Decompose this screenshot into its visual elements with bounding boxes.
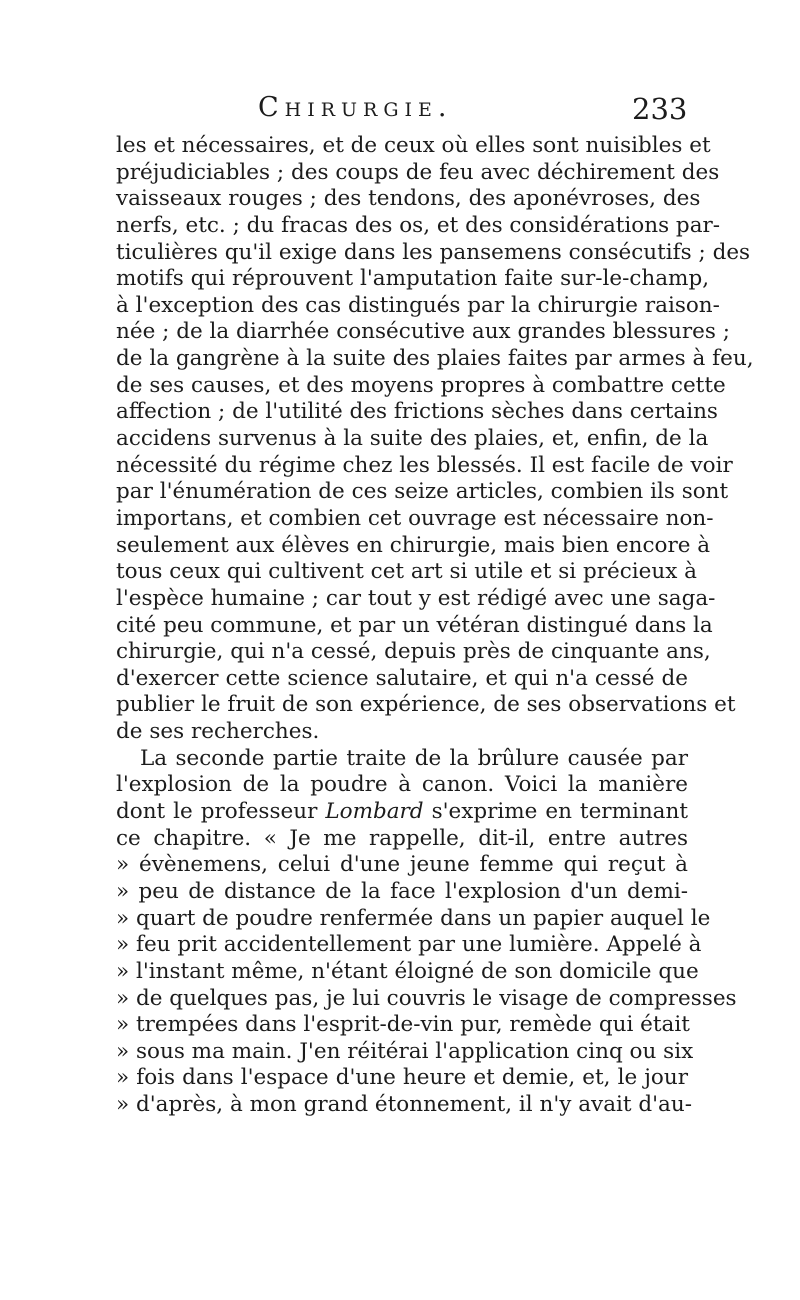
text-line: d'exercer cette science salutaire, et qui n'a cessé de	[116, 665, 688, 691]
page-number: 233	[632, 92, 688, 126]
line-prefix: dont le professeur	[116, 799, 326, 825]
quote-line: » feu prit accidentellement par une lumière. Appelé à	[116, 932, 702, 958]
author-name: Lombard	[325, 799, 424, 825]
text-line: de la gangrène à la suite des plaies faites par armes à feu,	[116, 346, 754, 372]
quote-line: » évènemens, celui d'une jeune femme qui reçut à	[116, 852, 688, 878]
text-line: ticulières qu'il exige dans les pansemens consécutifs ; des	[116, 239, 751, 265]
text-line: à l'exception des cas distingués par la chirurgie raison-	[116, 292, 720, 318]
text-line-with-author	[116, 799, 688, 826]
text-line: seulement aux élèves en chirurgie, mais bien encore à	[116, 532, 711, 558]
text-line: ce chapitre. « Je me rappelle, dit-il, entre autres	[116, 825, 688, 851]
text-line: tous ceux qui cultivent cet art si utile et si précieux à	[116, 559, 697, 585]
paragraph-end-line: de ses recherches.	[116, 719, 320, 745]
text-line: par l'énumération de ces seize articles, combien ils sont	[116, 479, 729, 505]
quote-line: » trempées dans l'esprit-de-vin pur, remède qui était	[116, 1012, 690, 1038]
quote-line: » l'instant même, n'étant éloigné de son domicile que	[116, 958, 699, 984]
text-line: de ses causes, et des moyens propres à combattre cette	[116, 372, 726, 398]
quote-line: » peu de distance de la face l'explosion d'un demi-	[116, 878, 688, 904]
text-line: les et nécessaires, et de ceux où elles sont nuisibles et	[116, 133, 711, 158]
text-line: née ; de la diarrhée consécutive aux grandes blessures ;	[116, 319, 730, 345]
text-line: motifs qui réprouvent l'amputation faite sur-le-champ,	[116, 266, 710, 292]
text-line: vaisseaux rouges ; des tendons, des aponévroses, des	[116, 186, 701, 212]
text-line: nerfs, etc. ; du fracas des os, et des considérations par-	[116, 212, 721, 238]
page-header	[0, 92, 800, 132]
line-suffix: s'exprime en terminant	[423, 799, 688, 825]
text-line: publier le fruit de son expérience, de ses observations et	[116, 692, 736, 718]
quote-line: » quart de poudre renfermée dans un papier auquel le	[116, 905, 711, 931]
body-text	[116, 133, 754, 1119]
text-line: l'espèce humaine ; car tout y est rédigé avec une saga-	[116, 585, 716, 611]
text-line: accidens survenus à la suite des plaies, et, enfin, de la	[116, 426, 709, 452]
quote-line: » d'après, à mon grand étonnement, il n'y avait d'au-	[116, 1092, 692, 1118]
quote-line: » sous ma main. J'en réitérai l'application cinq ou six	[116, 1038, 694, 1064]
running-title: Chirurgie.	[258, 92, 453, 123]
paragraph-start-line: La seconde partie traite de la brûlure causée par	[140, 745, 688, 771]
text-line: importans, et combien cet ouvrage est nécessaire non-	[116, 505, 714, 531]
text-line: nécessité du régime chez les blessés. Il est facile de voir	[116, 452, 733, 478]
text-line: cité peu commune, et par un vétéran distingué dans la	[116, 612, 713, 638]
quote-line: » fois dans l'espace d'une heure et demie, et, le jour	[116, 1065, 688, 1091]
text-line: préjudiciables ; des coups de feu avec déchirement des	[116, 159, 720, 185]
quote-line: » de quelques pas, je lui couvris le visage de compresses	[116, 985, 737, 1011]
text-line: affection ; de l'utilité des frictions sèches dans certains	[116, 399, 718, 425]
text-line: chirurgie, qui n'a cessé, depuis près de cinquante ans,	[116, 639, 711, 665]
text-line: l'explosion de la poudre à canon. Voici la manière	[116, 772, 688, 798]
